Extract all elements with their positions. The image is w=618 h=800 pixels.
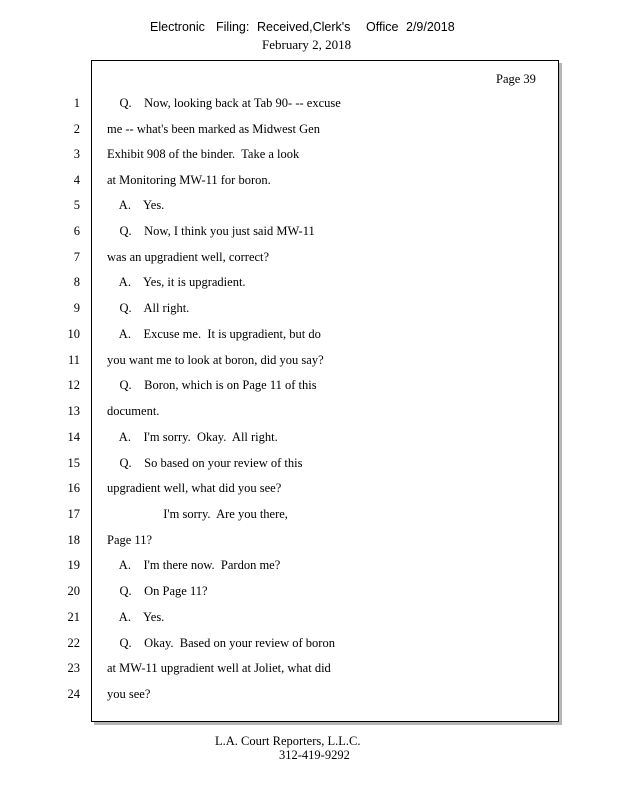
line-text: I'm sorry. Are you there, xyxy=(107,507,288,521)
line-number: 4 xyxy=(73,173,80,187)
stamp-received-clerks: Received,Clerk's xyxy=(257,20,351,34)
stamp-date: 2/9/2018 xyxy=(406,20,455,34)
line-text: A. Yes, it is upgradient. xyxy=(107,275,246,289)
line-number: 10 xyxy=(67,327,80,341)
line-number: 3 xyxy=(73,147,80,161)
line-number: 21 xyxy=(67,610,80,624)
line-number: 16 xyxy=(67,481,80,495)
line-text: me -- what's been marked as Midwest Gen xyxy=(107,122,320,136)
line-text: A. I'm there now. Pardon me? xyxy=(107,558,281,572)
line-number: 17 xyxy=(67,507,80,521)
line-text: Exhibit 908 of the binder. Take a look xyxy=(107,147,300,161)
line-text: document. xyxy=(107,404,160,418)
line-number: 2 xyxy=(73,122,80,136)
line-number: 20 xyxy=(67,584,80,598)
line-text: was an upgradient well, correct? xyxy=(107,250,270,264)
line-text: you want me to look at boron, did you say? xyxy=(107,353,324,367)
line-text: at MW-11 upgradient well at Joliet, what did xyxy=(107,661,331,675)
line-number: 8 xyxy=(73,275,80,289)
line-text: Q. So based on your review of this xyxy=(107,456,303,470)
line-number: 23 xyxy=(67,661,80,675)
line-text: A. Excuse me. It is upgradient, but do xyxy=(107,327,321,341)
line-text: Q. Now, I think you just said MW-11 xyxy=(107,224,315,238)
stamp-electronic: Electronic xyxy=(150,20,205,34)
filed-date: February 2, 2018 xyxy=(262,37,352,52)
line-text: A. Yes. xyxy=(107,198,165,212)
line-text: upgradient well, what did you see? xyxy=(107,481,282,495)
line-number: 12 xyxy=(67,378,80,392)
line-text: Q. Okay. Based on your review of boron xyxy=(107,636,335,650)
stamp-office: Office xyxy=(366,20,399,34)
line-number: 7 xyxy=(73,250,80,264)
line-text: Q. On Page 11? xyxy=(107,584,208,598)
line-text: you see? xyxy=(107,687,151,701)
line-number: 6 xyxy=(73,224,80,238)
stamp-filing: Filing: xyxy=(216,20,250,34)
line-number: 15 xyxy=(67,456,80,470)
line-number: 19 xyxy=(67,558,80,572)
line-number: 9 xyxy=(73,301,80,315)
line-text: Q. Now, looking back at Tab 90- -- excuse xyxy=(107,96,341,110)
page-number: Page 39 xyxy=(496,72,536,86)
line-number: 14 xyxy=(67,430,80,444)
line-number: 1 xyxy=(73,96,80,110)
line-text: at Monitoring MW-11 for boron. xyxy=(107,173,271,187)
line-number: 5 xyxy=(73,198,80,212)
line-number: 22 xyxy=(67,636,80,650)
line-number: 18 xyxy=(67,533,80,547)
line-text: Q. All right. xyxy=(107,301,190,315)
reporter-company: L.A. Court Reporters, L.L.C. xyxy=(215,734,361,748)
line-text: Page 11? xyxy=(107,533,153,547)
line-number: 13 xyxy=(67,404,80,418)
line-number: 11 xyxy=(67,353,80,367)
reporter-phone: 312-419-9292 xyxy=(279,748,350,762)
line-text: A. I'm sorry. Okay. All right. xyxy=(107,430,278,444)
line-text: A. Yes. xyxy=(107,610,165,624)
line-number: 24 xyxy=(67,687,80,701)
line-text: Q. Boron, which is on Page 11 of this xyxy=(107,378,317,392)
